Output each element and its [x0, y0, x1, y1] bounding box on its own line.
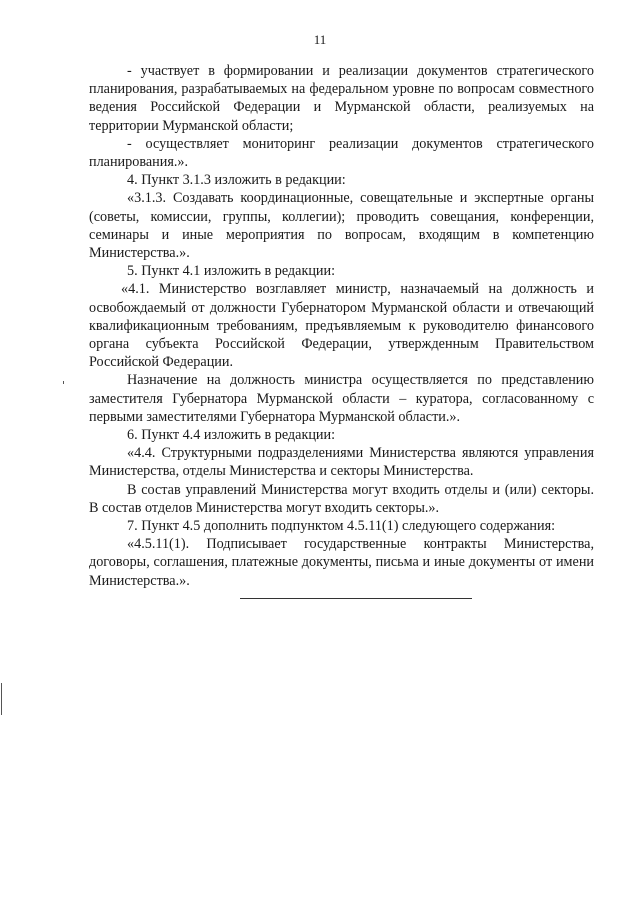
paragraph-item-6-heading: 6. Пункт 4.4 изложить в редакции:: [127, 427, 336, 444]
end-separator-line: [240, 598, 472, 599]
paragraph-clause-4-1: «4.1. Министерство возглавляет министр, назначаемый на должность и освобождаемый от должности Губернатором Мурманской области и отвечающий квалификационным требованиям, предъявляемым к руководителю финансового органа субъекта Российской Федерации, утвержденным Правительством Российской Федерации.: [89, 281, 594, 371]
paragraph-item-5-heading: 5. Пункт 4.1 изложить в редакции:: [127, 263, 336, 280]
margin-mark: [1, 683, 2, 715]
paragraph-item-7-heading: 7. Пункт 4.5 дополнить подпунктом 4.5.11(1) следующего содержания:: [127, 518, 556, 535]
document-body: [89, 62, 594, 590]
paragraph-minister-appointment: Назначение на должность министра осуществляется по представлению заместителя Губернатора Мурманской области – куратора, согласованному с первыми заместителями Губернатора Мурманской области.».: [89, 372, 594, 425]
page-number: 11: [313, 32, 327, 47]
paragraph-structure-composition: В состав управлений Министерства могут входить отделы и (или) секторы. В состав отделов Министерства могут входить секторы.».: [89, 481, 594, 516]
paragraph-strategic-planning-participation: - участвует в формировании и реализации документов стратегического планирования, разрабатываемых на федеральном уровне по вопросам совместного ведения Российской Федерации и Мурманской области, реализуемых на территории Мурманской области;: [89, 63, 594, 134]
paragraph-strategic-planning-monitoring: - осуществляет мониторинг реализации документов стратегического планирования.».: [89, 135, 594, 171]
paragraph-clause-3-1-3: «3.1.3. Создавать координационные, совещательные и экспертные органы (советы, комиссии, группы, коллегии); проводить совещания, конференции, семинары и иные мероприятия по вопросам, входящим в компетенцию Министерства.».: [89, 190, 594, 262]
paragraph-clause-4-5-11-1: «4.5.11(1). Подписывает государственные контракты Министерства, договоры, соглашения, платежные документы, письма и иные документы от имени Министерства.».: [89, 536, 594, 589]
paragraph-item-4-heading: 4. Пункт 3.1.3 изложить в редакции:: [127, 172, 346, 189]
paragraph-clause-4-4: «4.4. Структурными подразделениями Министерства являются управления Министерства, отделы Министерства и секторы Министерства.: [89, 445, 594, 480]
margin-mark: [63, 381, 64, 384]
